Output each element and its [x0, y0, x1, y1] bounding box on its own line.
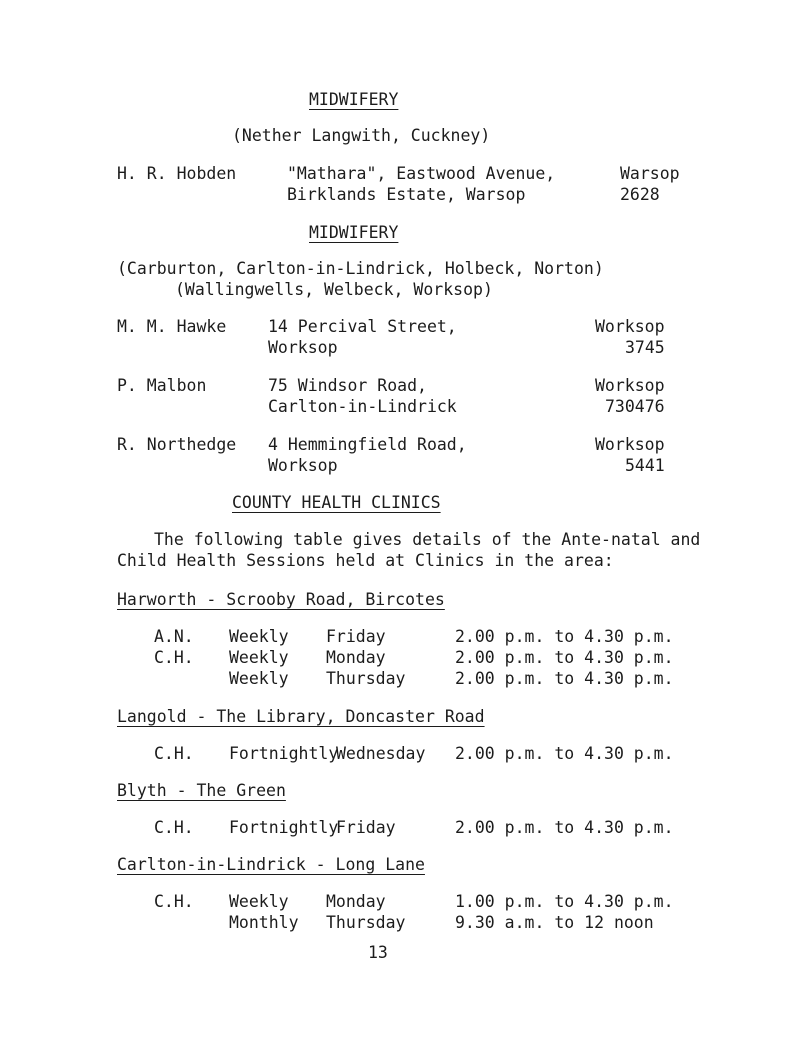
- midwife-address-line2: Worksop: [268, 338, 338, 357]
- session-day: Thursday: [326, 913, 406, 932]
- session-day: Friday: [326, 627, 386, 646]
- session-time: 2.00 p.m. to 4.30 p.m.: [455, 627, 674, 646]
- clinics-intro-line2: Child Health Sessions held at Clinics in the area:: [117, 551, 614, 570]
- session-day: Thursday: [326, 669, 406, 688]
- midwifery-area-1: (Nether Langwith, Cuckney): [232, 126, 491, 145]
- session-type: C.H.: [154, 744, 194, 763]
- session-frequency: Weekly: [229, 892, 289, 911]
- midwifery-heading-1: MIDWIFERY: [309, 90, 399, 109]
- midwife-address-line2: Worksop: [268, 456, 338, 475]
- midwife-phone: 730476: [605, 397, 665, 416]
- midwife-town: Worksop: [595, 317, 665, 336]
- session-type: A.N.: [154, 627, 194, 646]
- midwife-name: H. R. Hobden: [117, 164, 237, 183]
- midwife-name: M. M. Hawke: [117, 317, 227, 336]
- session-frequency: Weekly: [229, 648, 289, 667]
- clinics-intro-line1: The following table gives details of the Ante-natal and: [154, 530, 701, 549]
- session-frequency: Monthly: [229, 913, 299, 932]
- session-type: C.H.: [154, 648, 194, 667]
- session-type: C.H.: [154, 818, 194, 837]
- midwife-address-line1: 4 Hemmingfield Road,: [268, 435, 467, 454]
- midwife-name: P. Malbon: [117, 376, 207, 395]
- session-frequency: Weekly: [229, 627, 289, 646]
- clinic-location-title: Blyth - The Green: [117, 781, 286, 800]
- session-time: 2.00 p.m. to 4.30 p.m.: [455, 648, 674, 667]
- session-type: C.H.: [154, 892, 194, 911]
- session-time: 2.00 p.m. to 4.30 p.m.: [455, 744, 674, 763]
- clinics-heading: COUNTY HEALTH CLINICS: [232, 493, 441, 512]
- midwife-address-line2: Birklands Estate, Warsop: [287, 185, 526, 204]
- midwife-phone: 2628: [620, 185, 660, 204]
- clinic-location-title: Langold - The Library, Doncaster Road: [117, 707, 485, 726]
- midwifery-heading-2: MIDWIFERY: [309, 223, 399, 242]
- page-number: 13: [368, 943, 388, 962]
- session-time: 9.30 a.m. to 12 noon: [455, 913, 654, 932]
- session-frequency: Fortnightly: [229, 744, 339, 763]
- session-day: Friday: [336, 818, 396, 837]
- midwife-address-line1: "Mathara", Eastwood Avenue,: [287, 164, 556, 183]
- session-time: 1.00 p.m. to 4.30 p.m.: [455, 892, 674, 911]
- midwife-address-line2: Carlton-in-Lindrick: [268, 397, 457, 416]
- midwife-town: Worksop: [595, 376, 665, 395]
- midwife-phone: 5441: [625, 456, 665, 475]
- session-frequency: Weekly: [229, 669, 289, 688]
- session-frequency: Fortnightly: [229, 818, 339, 837]
- clinic-location-title: Carlton-in-Lindrick - Long Lane: [117, 855, 425, 874]
- clinic-location-title: Harworth - Scrooby Road, Bircotes: [117, 590, 445, 609]
- session-day: Monday: [326, 648, 386, 667]
- midwife-address-line1: 14 Percival Street,: [268, 317, 457, 336]
- midwifery-area-2-line2: (Wallingwells, Welbeck, Worksop): [175, 280, 493, 299]
- session-day: Wednesday: [336, 744, 426, 763]
- midwife-phone: 3745: [625, 338, 665, 357]
- midwife-name: R. Northedge: [117, 435, 237, 454]
- session-day: Monday: [326, 892, 386, 911]
- midwife-town: Worksop: [595, 435, 665, 454]
- session-time: 2.00 p.m. to 4.30 p.m.: [455, 669, 674, 688]
- midwifery-area-2-line1: (Carburton, Carlton-in-Lindrick, Holbeck, Norton): [117, 259, 604, 278]
- midwife-address-line1: 75 Windsor Road,: [268, 376, 427, 395]
- midwife-town: Warsop: [620, 164, 680, 183]
- session-time: 2.00 p.m. to 4.30 p.m.: [455, 818, 674, 837]
